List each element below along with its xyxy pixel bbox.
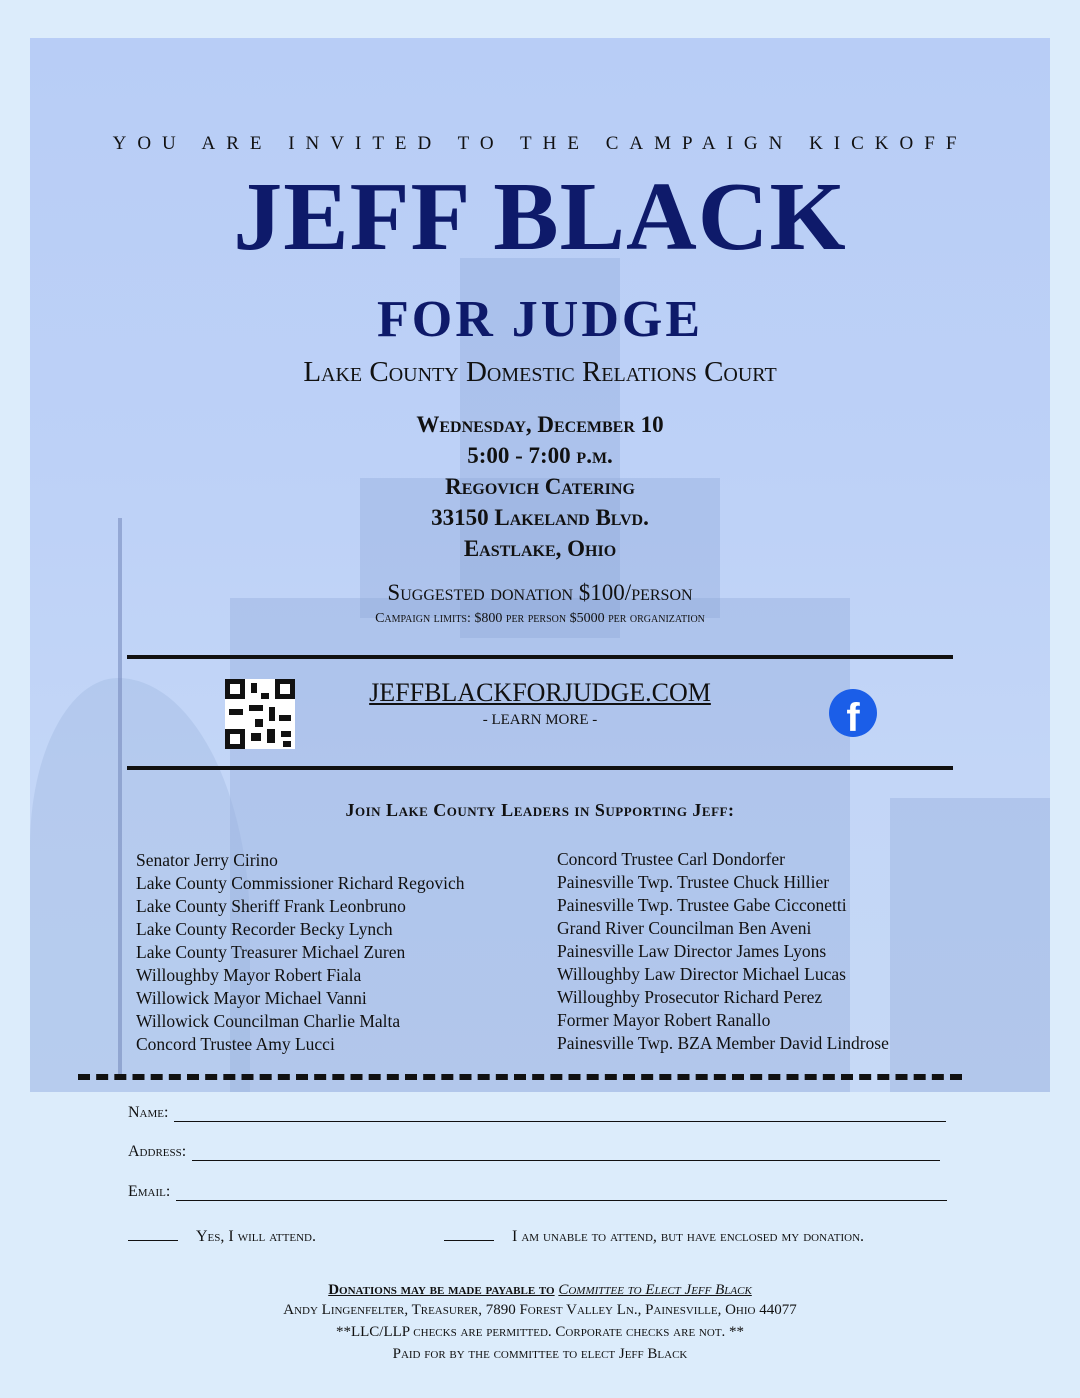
attend-blank[interactable]	[128, 1240, 178, 1241]
join-heading: Join Lake County Leaders in Supporting Jeff:	[345, 800, 735, 820]
payable-to: Committee to Elect Jeff Black	[558, 1282, 752, 1298]
event-venue: Regovich Catering	[445, 474, 635, 499]
list-item: Willowick Councilman Charlie Malta	[136, 1011, 401, 1031]
paid-for-line: Paid for by the committee to elect Jeff Black	[392, 1346, 688, 1362]
cut-line	[78, 1074, 962, 1080]
address-field[interactable]	[192, 1146, 940, 1161]
for-judge: FOR JUDGE	[377, 291, 703, 348]
payable-line	[0, 1280, 1080, 1300]
list-item: Lake County Treasurer Michael Zuren	[136, 942, 406, 962]
event-address: 33150 Lakeland Blvd.	[431, 505, 649, 530]
list-item: Grand River Councilman Ben Aveni	[557, 918, 812, 938]
list-item: Lake County Sheriff Frank Leonbruno	[136, 896, 406, 916]
address-label: Address:	[128, 1143, 187, 1160]
address-row	[128, 1143, 940, 1161]
bottom-rule	[127, 766, 953, 770]
email-row	[128, 1183, 947, 1201]
attend-option	[128, 1228, 316, 1246]
list-item: Painesville Twp. BZA Member David Lindrose	[557, 1033, 889, 1053]
payable-prefix: Donations may be made payable to	[328, 1282, 555, 1298]
website-link[interactable]: JEFFBLACKFORJUDGE.COM	[369, 678, 711, 707]
attend-label: Yes, I will attend.	[196, 1228, 316, 1245]
learn-more: - LEARN MORE -	[482, 712, 598, 728]
invite-line: YOU ARE INVITED TO THE CAMPAIGN KICKOFF	[112, 133, 968, 154]
list-item: Painesville Twp. Trustee Gabe Cicconetti	[557, 895, 847, 915]
list-item: Willowick Mayor Michael Vanni	[136, 988, 367, 1008]
list-item: Willoughby Prosecutor Richard Perez	[557, 987, 823, 1007]
list-item: Painesville Law Director James Lyons	[557, 941, 827, 961]
list-item: Lake County Commissioner Richard Regovich	[136, 873, 465, 893]
list-item: Concord Trustee Amy Lucci	[136, 1034, 335, 1054]
list-item: Willoughby Law Director Michael Lucas	[557, 964, 846, 984]
campaign-limits: Campaign limits: $800 per person $5000 per organization	[375, 611, 705, 626]
leaders-left-column	[136, 849, 465, 1056]
list-item: Lake County Recorder Becky Lynch	[136, 919, 393, 939]
email-label: Email:	[128, 1183, 171, 1200]
court-name: Lake County Domestic Relations Court	[303, 356, 777, 388]
list-item: Senator Jerry Cirino	[136, 850, 278, 870]
treasurer-line: Andy Lingenfelter, Treasurer, 7890 Forest Valley Ln., Painesville, Ohio 44077	[283, 1302, 797, 1318]
name-row	[128, 1104, 946, 1122]
candidate-name: JEFF BLACK	[233, 163, 847, 271]
checks-line: **LLC/LLP checks are permitted. Corporate checks are not. **	[335, 1324, 745, 1340]
name-field[interactable]	[174, 1107, 946, 1122]
suggested-donation: Suggested donation $100/person	[387, 580, 693, 605]
list-item: Willoughby Mayor Robert Fiala	[136, 965, 362, 985]
event-date: Wednesday, December 10	[416, 412, 664, 437]
list-item: Concord Trustee Carl Dondorfer	[557, 849, 785, 869]
leaders-right-column	[557, 848, 889, 1055]
building-right	[890, 798, 1050, 1092]
email-field[interactable]	[176, 1186, 947, 1201]
list-item: Painesville Twp. Trustee Chuck Hillier	[557, 872, 830, 892]
unable-blank[interactable]	[444, 1240, 494, 1241]
event-time: 5:00 - 7:00 p.m.	[467, 443, 613, 468]
top-rule	[127, 655, 953, 659]
list-item: Former Mayor Robert Ranallo	[557, 1010, 771, 1030]
unable-label: I am unable to attend, but have enclosed my donation.	[512, 1228, 865, 1245]
name-label: Name:	[128, 1104, 169, 1121]
event-city: Eastlake, Ohio	[463, 536, 617, 561]
unable-option	[444, 1228, 864, 1246]
facebook-icon[interactable]: f	[829, 689, 877, 737]
